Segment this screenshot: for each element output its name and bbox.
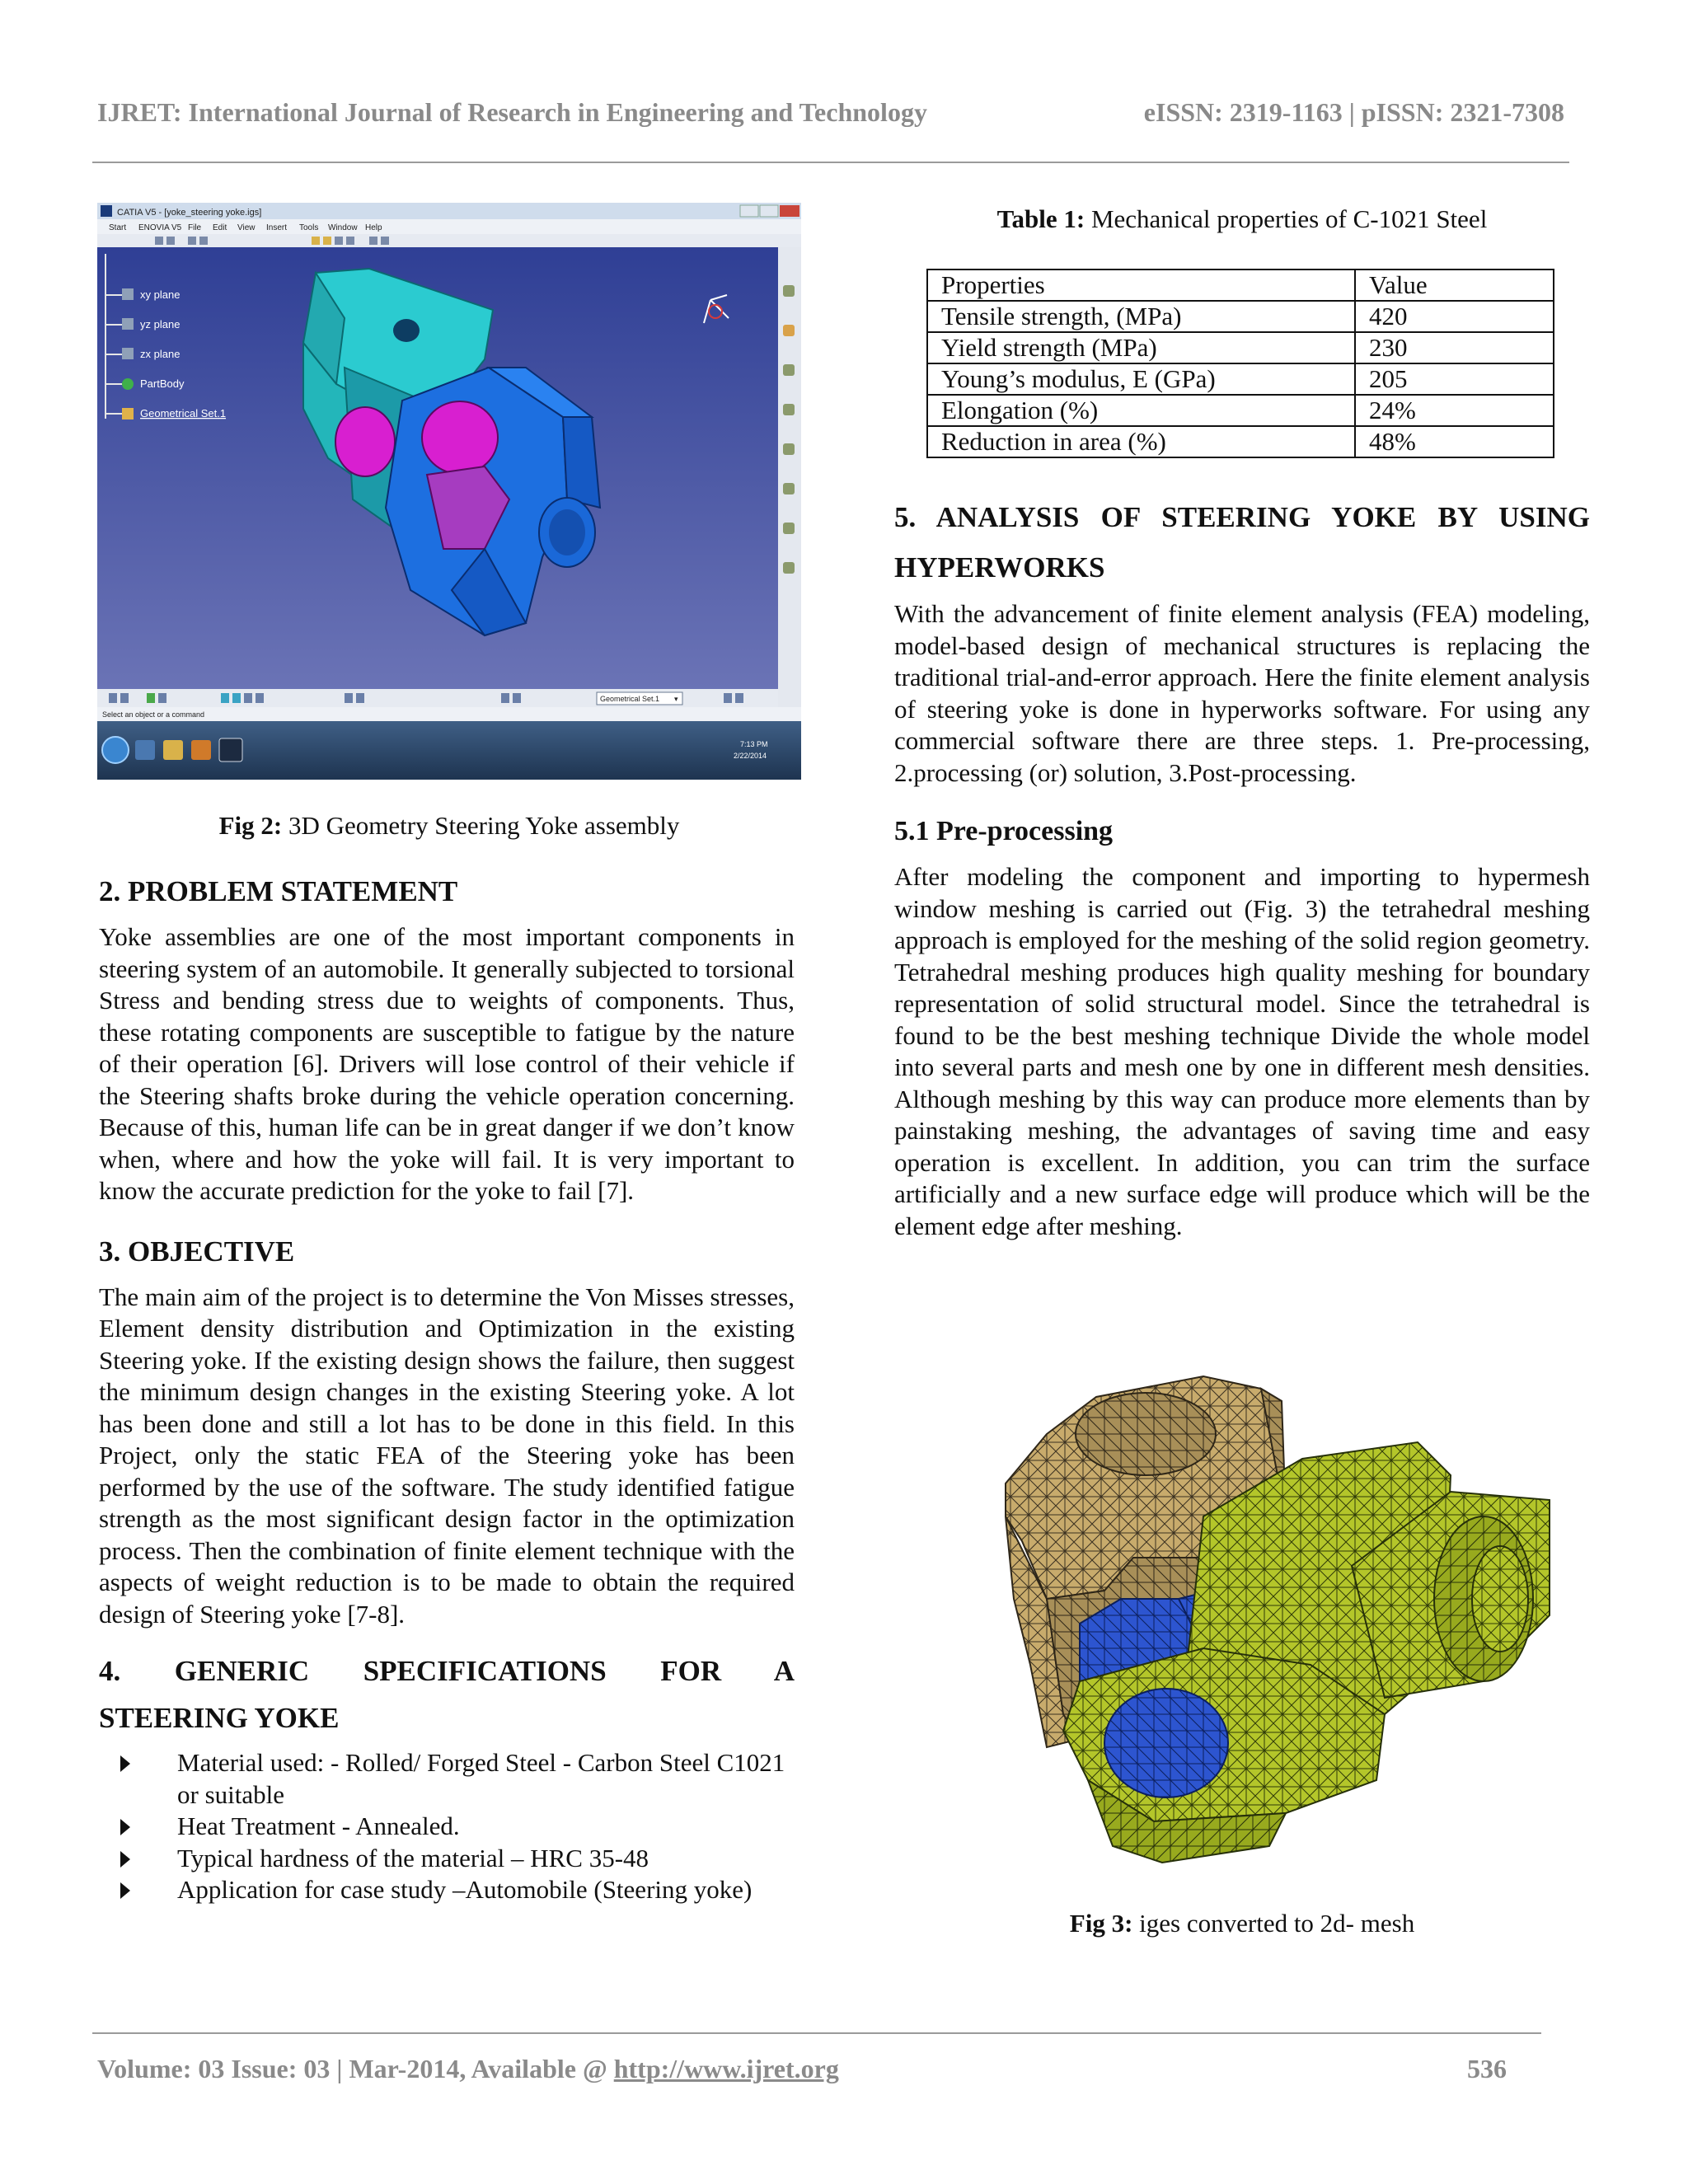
section4-heading-line2: STEERING YOKE [99, 1702, 340, 1734]
table-cell: Young’s modulus, E (GPa) [927, 363, 1355, 395]
menu-view[interactable]: View [237, 223, 256, 232]
close-button[interactable] [780, 205, 799, 217]
menu-start[interactable]: Start [109, 223, 127, 232]
section2-body: Yoke assemblies are one of the most important components in steering system of an automobile. It generally subjected to torsional Stress and bending stress due to weights of components. Thus, these rotating components are susceptible to fatigue by the nature of their operation [6]. Drivers will lose control of their vehicle if the Steering shafts broke during the vehicle operation concerning. Because of this, human life can be in great danger if we don’t know when, where and how the yoke will fail. It is very important to know the accurate prediction for the yoke to fail [7]. [99, 922, 795, 1205]
ie-icon[interactable] [135, 740, 155, 760]
section3-body: The main aim of the project is to determine the Von Misses stresses, Element density distribution and Optimization in the existing Steering yoke. If the existing design shows the failure, then suggest the minimum design changes in the existing Steering yoke. A lot has been done and still a lot has to be done in this field. In this Project, only the static FEA of the Steering yoke has been performed by the use of the software. The study identified fatigue strength as the most significant design factor in the optimization process. Then the combination of finite element technique with the aspects of weight reduction is to be made to obtain the required design of Steering yoke [7-8]. [99, 1282, 795, 1629]
table-row [927, 301, 1554, 332]
window-title: CATIA V5 - [yoke_steering yoke.igs] [117, 208, 262, 218]
clock-time: 7:13 PM [740, 740, 768, 748]
menu-enovia[interactable]: ENOVIA V5 [138, 223, 182, 232]
catia-window [97, 203, 801, 780]
chevron-down-icon: ▾ [674, 695, 678, 703]
geoset-dropdown-value: Geometrical Set.1 [600, 695, 660, 703]
table-cell: Reduction in area (%) [927, 426, 1355, 457]
properties-table [926, 269, 1554, 458]
menu-bar [97, 219, 801, 234]
mesh-graphic [956, 1352, 1558, 1920]
section2-heading: 2. PROBLEM STATEMENT [99, 875, 458, 907]
left-column-text [99, 870, 795, 1906]
tree-geometrical-set[interactable]: Geometrical Set.1 [140, 407, 227, 419]
list-item: Typical hardness of the material – HRC 35-48 [99, 1843, 795, 1875]
media-icon[interactable] [191, 740, 211, 760]
section5-heading: 5. ANALYSIS OF STEERING YOKE BY USING [894, 501, 1590, 533]
table1-caption-label: Table 1: [996, 204, 1085, 233]
menu-file[interactable]: File [188, 223, 202, 232]
fig2-caption-label: Fig 2: [218, 811, 283, 840]
table-cell: 48% [1355, 426, 1554, 457]
section3-heading: 3. OBJECTIVE [99, 1235, 295, 1268]
list-item: Material used: - Rolled/ Forged Steel - Carbon Steel C1021 or suitable [99, 1747, 795, 1811]
section4-heading: 4. GENERIC SPECIFICATIONS FOR A [99, 1655, 795, 1687]
fig3-caption-text: iges converted to 2d- mesh [1139, 1909, 1415, 1938]
right-column-text [894, 494, 1590, 1242]
arrow-bullet-icon [120, 1882, 130, 1899]
tree-zx-plane[interactable]: zx plane [140, 348, 181, 360]
gear-icon [122, 378, 134, 390]
fig3-caption-label: Fig 3: [1069, 1909, 1133, 1938]
page-number: 536 [1467, 2054, 1507, 2083]
explorer-icon[interactable] [163, 740, 183, 760]
tree-yz-plane[interactable]: yz plane [140, 318, 181, 330]
clock-date: 2/22/2014 [734, 752, 767, 760]
table-row [927, 426, 1554, 457]
list-item: Heat Treatment - Annealed. [99, 1811, 795, 1843]
start-button[interactable] [102, 737, 129, 763]
footer-volume: Volume: 03 Issue: 03 | Mar-2014, Available @ http://www.ijret.org [97, 2054, 839, 2083]
plane-icon [122, 318, 134, 330]
maximize-button[interactable] [760, 205, 778, 217]
table-cell: Yield strength (MPa) [927, 332, 1355, 363]
journal-link[interactable]: http://www.ijret.org [613, 2054, 839, 2083]
arrow-bullet-icon [120, 1755, 130, 1772]
running-footer [97, 2054, 1507, 2084]
spec-list [99, 1747, 795, 1906]
footer-rule [92, 2032, 1541, 2034]
menu-edit[interactable]: Edit [213, 223, 227, 232]
table-row [927, 395, 1554, 426]
section5-heading-line2: HYPERWORKS [894, 551, 1105, 583]
header-rule [92, 162, 1569, 163]
tree-xy-plane[interactable]: xy plane [140, 288, 181, 301]
geoset-icon [122, 408, 134, 419]
running-header [97, 97, 1564, 128]
table-cell: 24% [1355, 395, 1554, 426]
section5-body: With the advancement of finite element analysis (FEA) modeling, model-based design of mechanical structures is replacing the traditional trial-and-error approach. Here the finite element analysis of steering yoke is done in hyperworks software. For using any commercial software there are three steps. 1. Pre-processing, 2.processing (or) solution, 3.Post-processing. [894, 599, 1590, 787]
table-row [927, 363, 1554, 395]
arrow-bullet-icon [120, 1851, 130, 1868]
arrow-bullet-icon [120, 1819, 130, 1835]
section51-heading: 5.1 Pre-processing [894, 816, 1114, 846]
table1-caption [894, 204, 1590, 234]
table-cell: Tensile strength, (MPa) [927, 301, 1355, 332]
journal-name: IJRET: International Journal of Research in Engineering and Technology [97, 97, 927, 127]
menu-help[interactable]: Help [365, 223, 382, 232]
table-header-row [927, 269, 1554, 301]
fig3-caption [894, 1909, 1590, 1938]
table-header-cell: Properties [927, 269, 1355, 301]
plane-icon [122, 348, 134, 359]
section51-body: After modeling the component and importing to hypermesh window meshing is carried out (Fig. 3) the tetrahedral meshing approach is employed for the meshing of the solid region geometry. Tetrahedral meshing produces high quality meshing for boundary representation of solid structural model. Since the tetrahedral is found to be the best meshing technique Divide the whole model into several parts and mesh one by one in different mesh densities. Although meshing by this way can produce more elements than by painstaking meshing, the advantages of saving time and easy operation is excellent. In addition, you can trim the surface artificially and a new surface edge will produce which will be the element edge after meshing. [894, 862, 1590, 1240]
menu-tools[interactable]: Tools [299, 223, 319, 232]
list-item: Application for case study –Automobile (Steering yoke) [99, 1874, 795, 1906]
tree-partbody[interactable]: PartBody [140, 377, 185, 390]
fig3-mesh-image [956, 1352, 1558, 1920]
table1-caption-text: Mechanical properties of C-1021 Steel [1090, 204, 1488, 233]
table-cell: 230 [1355, 332, 1554, 363]
minimize-button[interactable] [740, 205, 758, 217]
table-cell: 420 [1355, 301, 1554, 332]
catia-task-icon[interactable] [219, 738, 242, 762]
plane-icon [122, 288, 134, 300]
menu-insert[interactable]: Insert [266, 223, 288, 232]
table-row [927, 332, 1554, 363]
fig2-caption [97, 811, 801, 841]
menu-window[interactable]: Window [328, 223, 358, 232]
fig2-catia-screenshot [97, 203, 801, 780]
table-cell: 205 [1355, 363, 1554, 395]
issn: eISSN: 2319-1163 | pISSN: 2321-7308 [1143, 97, 1564, 127]
table-header-cell: Value [1355, 269, 1554, 301]
status-text: Select an object or a command [102, 710, 205, 719]
table-cell: Elongation (%) [927, 395, 1355, 426]
fig2-caption-text: 3D Geometry Steering Yoke assembly [288, 811, 680, 840]
